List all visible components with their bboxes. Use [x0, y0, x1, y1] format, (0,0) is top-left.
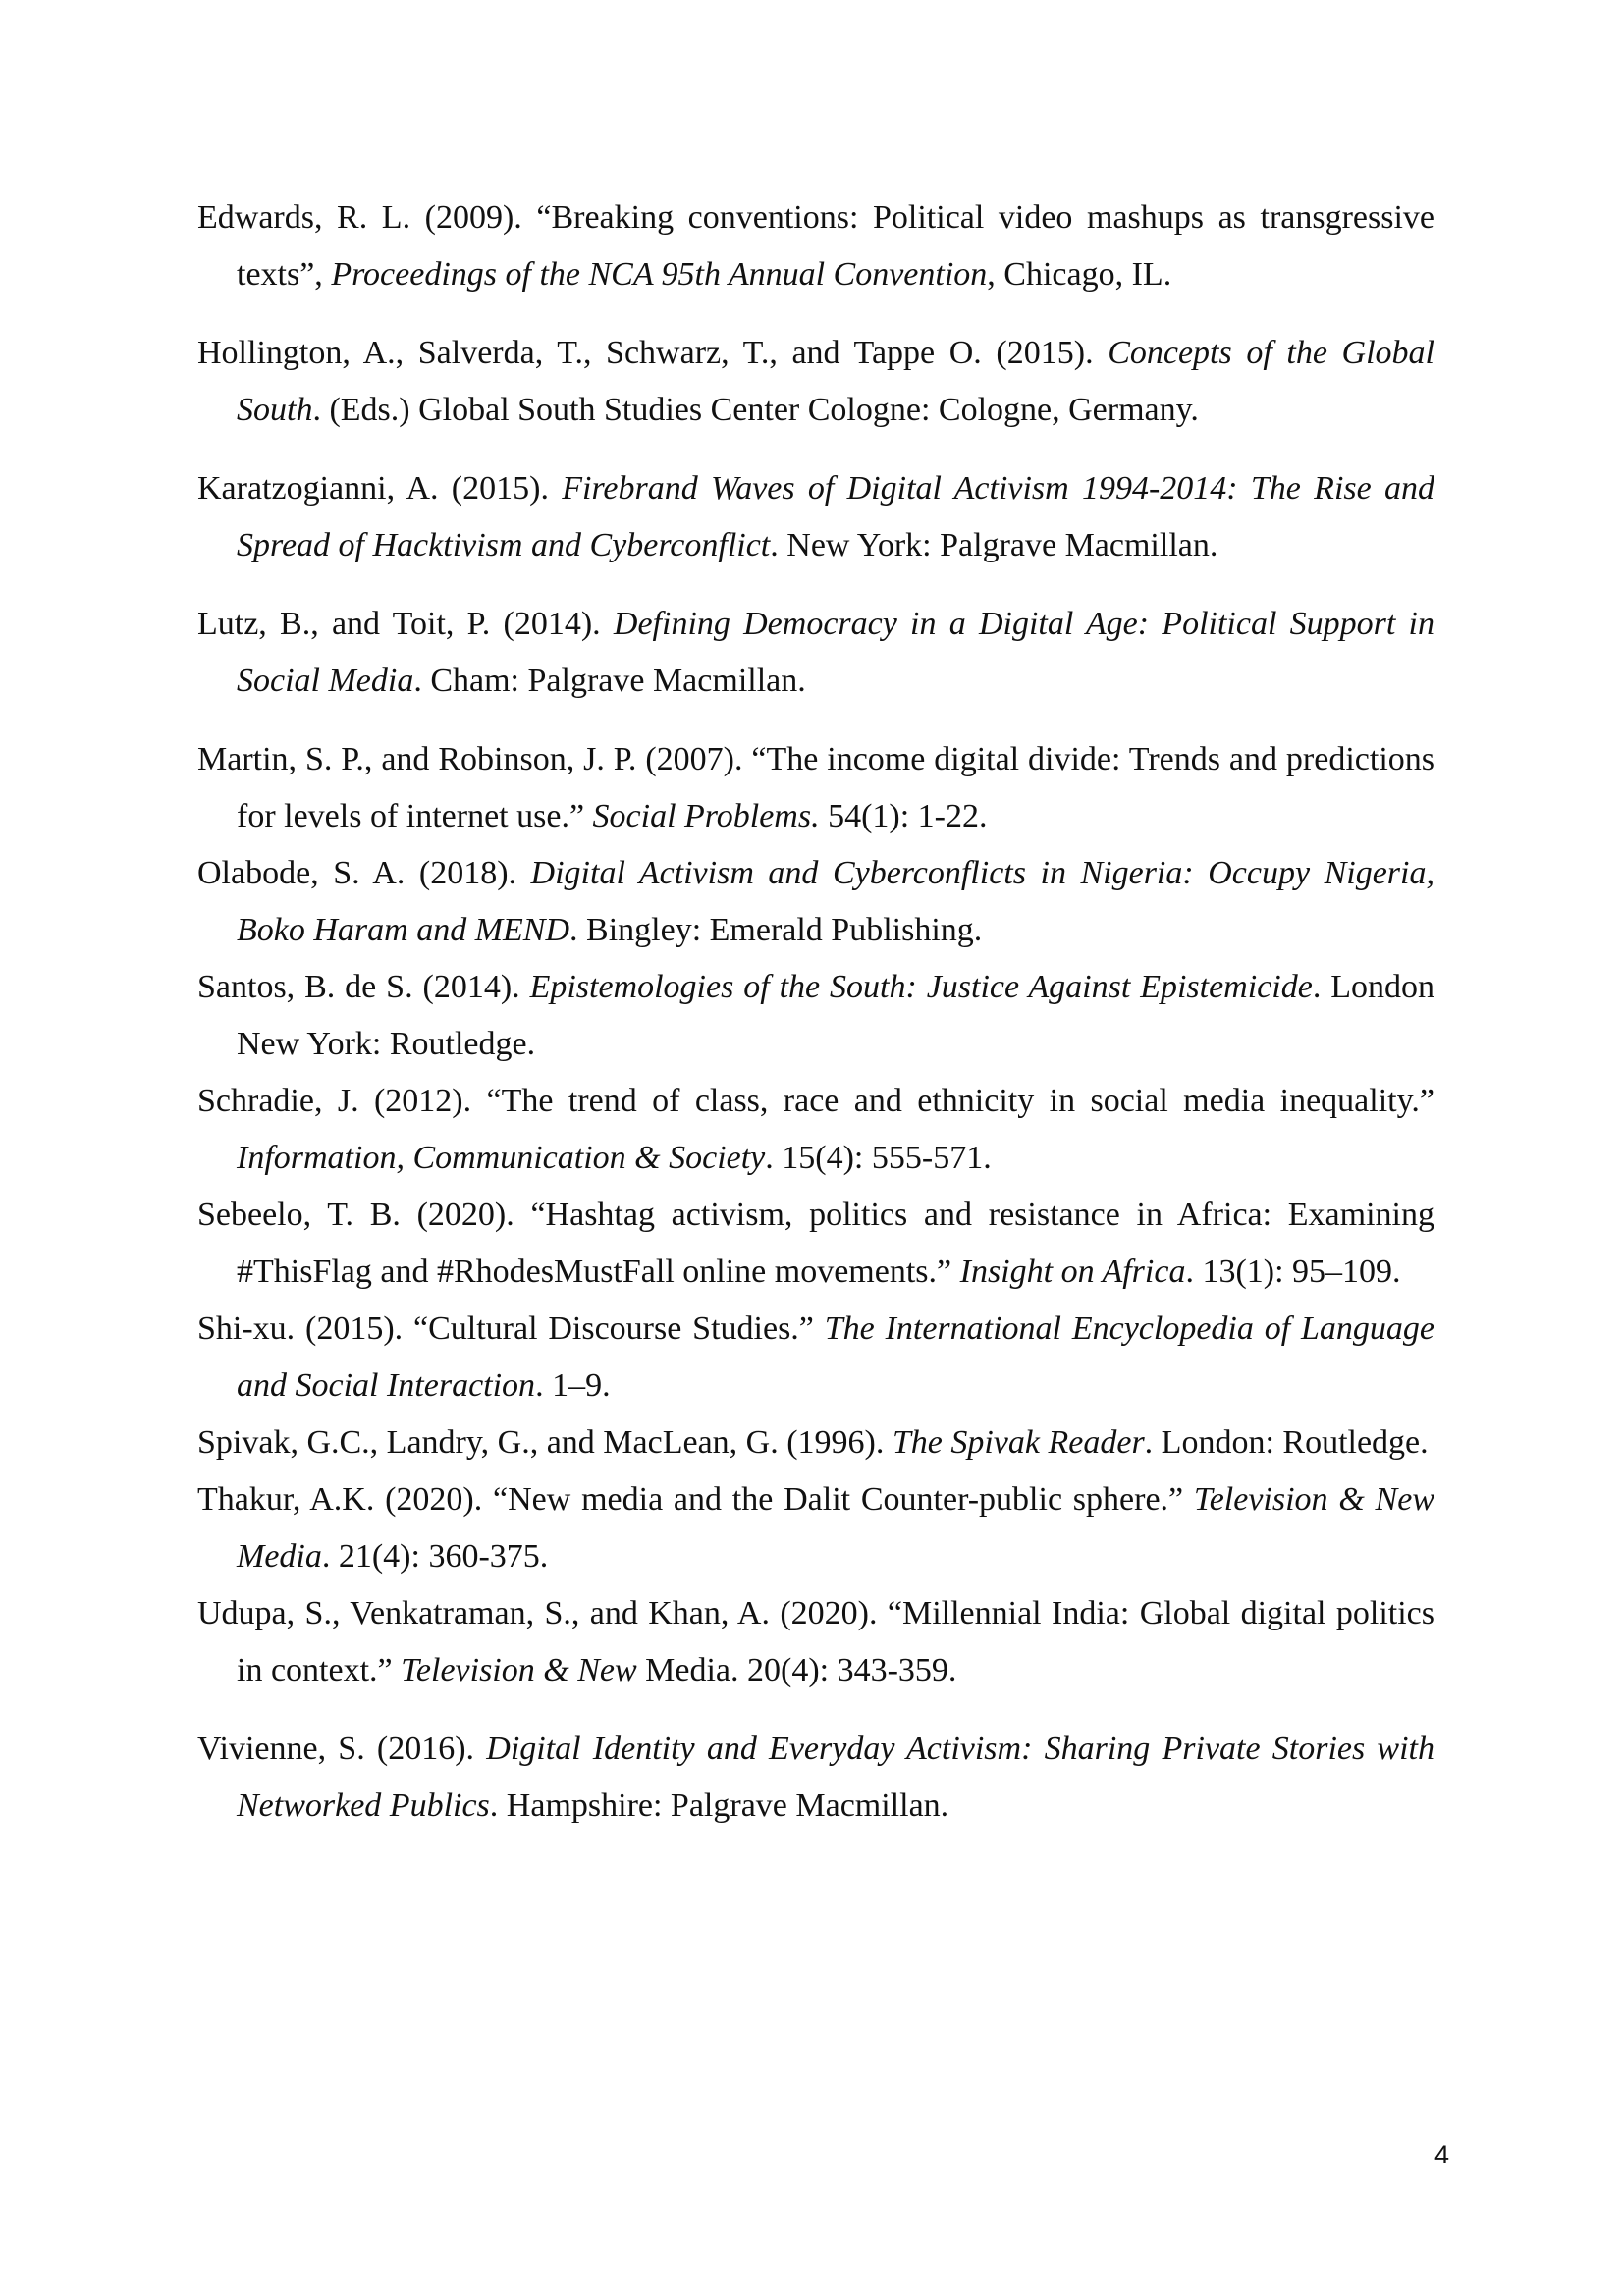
reference-title: Firebrand Waves of Digital Activism 1994-2014: The Rise and Spread of Hacktivism and Cyberconflict	[237, 470, 1434, 563]
reference-text: . 21(4): 360-375.	[321, 1538, 549, 1575]
reference-list	[197, 189, 1434, 1835]
reference-text: Santos, B. de S. (2014).	[197, 969, 530, 1005]
reference-item	[197, 731, 1434, 845]
reference-text: Vivienne, S. (2016).	[197, 1731, 487, 1767]
reference-text: Thakur, A.K. (2020). “New media and the Dalit Counter-public sphere.”	[197, 1481, 1194, 1518]
reference-text: Sebeelo, T. B. (2020). “Hashtag activism, politics and resistance in Africa: Examining #ThisFlag and #RhodesMustFall online movements.”	[197, 1197, 1434, 1290]
reference-item	[197, 460, 1434, 574]
reference-text: 54(1): 1-22.	[819, 798, 988, 834]
reference-title: Concepts of the Global South	[237, 335, 1434, 428]
reference-title: Proceedings of the NCA 95th Annual Convention	[331, 256, 988, 293]
reference-text: . 13(1): 95–109.	[1185, 1254, 1401, 1290]
reference-title: Digital Identity and Everyday Activism: Sharing Private Stories with Networked Publics	[237, 1731, 1434, 1824]
reference-title: Epistemologies of the South: Justice Against Epistemicide	[529, 969, 1313, 1005]
reference-text: . New York: Palgrave Macmillan.	[770, 527, 1218, 563]
reference-text: . 1–9.	[535, 1367, 611, 1404]
reference-text: . Cham: Palgrave Macmillan.	[413, 663, 806, 699]
reference-item	[197, 596, 1434, 710]
reference-item	[197, 189, 1434, 303]
reference-text: Schradie, J. (2012). “The trend of class, race and ethnicity in social media inequality.”	[197, 1083, 1434, 1119]
reference-item	[197, 1187, 1434, 1301]
reference-item	[197, 1585, 1434, 1699]
reference-text: . 15(4): 555-571.	[765, 1140, 992, 1176]
reference-text: Media. 20(4): 343-359.	[636, 1652, 957, 1688]
reference-item	[197, 1471, 1434, 1585]
reference-item	[197, 959, 1434, 1073]
reference-text: Olabode, S. A. (2018).	[197, 855, 531, 891]
reference-title: Information, Communication & Society	[237, 1140, 766, 1176]
reference-title: Television & New	[401, 1652, 637, 1688]
reference-title: Television & New Media	[237, 1481, 1434, 1575]
reference-title: The International Encyclopedia of Language and Social Interaction	[237, 1310, 1434, 1404]
reference-text: Hollington, A., Salverda, T., Schwarz, T., and Tappe O. (2015).	[197, 335, 1109, 371]
reference-text: Martin, S. P., and Robinson, J. P. (2007). “The income digital divide: Trends and predictions for levels of internet use.”	[197, 741, 1434, 834]
reference-title: The Spivak Reader	[892, 1424, 1145, 1461]
reference-item	[197, 1415, 1434, 1471]
reference-text: Spivak, G.C., Landry, G., and MacLean, G. (1996).	[197, 1424, 893, 1461]
reference-text: . London: Routledge.	[1144, 1424, 1429, 1461]
reference-item	[197, 325, 1434, 439]
reference-text: Karatzogianni, A. (2015).	[197, 470, 563, 507]
reference-text: . (Eds.) Global South Studies Center Cologne: Cologne, Germany.	[312, 392, 1199, 428]
reference-title: Social Problems.	[592, 798, 820, 834]
reference-text: . Bingley: Emerald Publishing.	[569, 912, 983, 948]
reference-title: Digital Activism and Cyberconflicts in Nigeria: Occupy Nigeria, Boko Haram and MEND	[237, 855, 1434, 948]
reference-text: Lutz, B., and Toit, P. (2014).	[197, 606, 614, 642]
reference-title: Insight on Africa	[959, 1254, 1186, 1290]
reference-text: , Chicago, IL.	[987, 256, 1172, 293]
reference-text: . Hampshire: Palgrave Macmillan.	[489, 1788, 949, 1824]
reference-text: Udupa, S., Venkatraman, S., and Khan, A. (2020). “Millennial India: Global digital politics in context.”	[197, 1595, 1434, 1688]
reference-item	[197, 1301, 1434, 1415]
reference-title: Defining Democracy in a Digital Age: Political Support in Social Media	[237, 606, 1434, 699]
reference-text: Edwards, R. L. (2009). “Breaking conventions: Political video mashups as transgressive texts”,	[197, 199, 1434, 293]
reference-item	[197, 1073, 1434, 1187]
reference-text: Shi-xu. (2015). “Cultural Discourse Studies.”	[197, 1310, 825, 1347]
reference-item	[197, 1721, 1434, 1835]
reference-text: . London New York: Routledge.	[237, 969, 1435, 1062]
page-number: 4	[1434, 2140, 1449, 2169]
reference-item	[197, 845, 1434, 959]
